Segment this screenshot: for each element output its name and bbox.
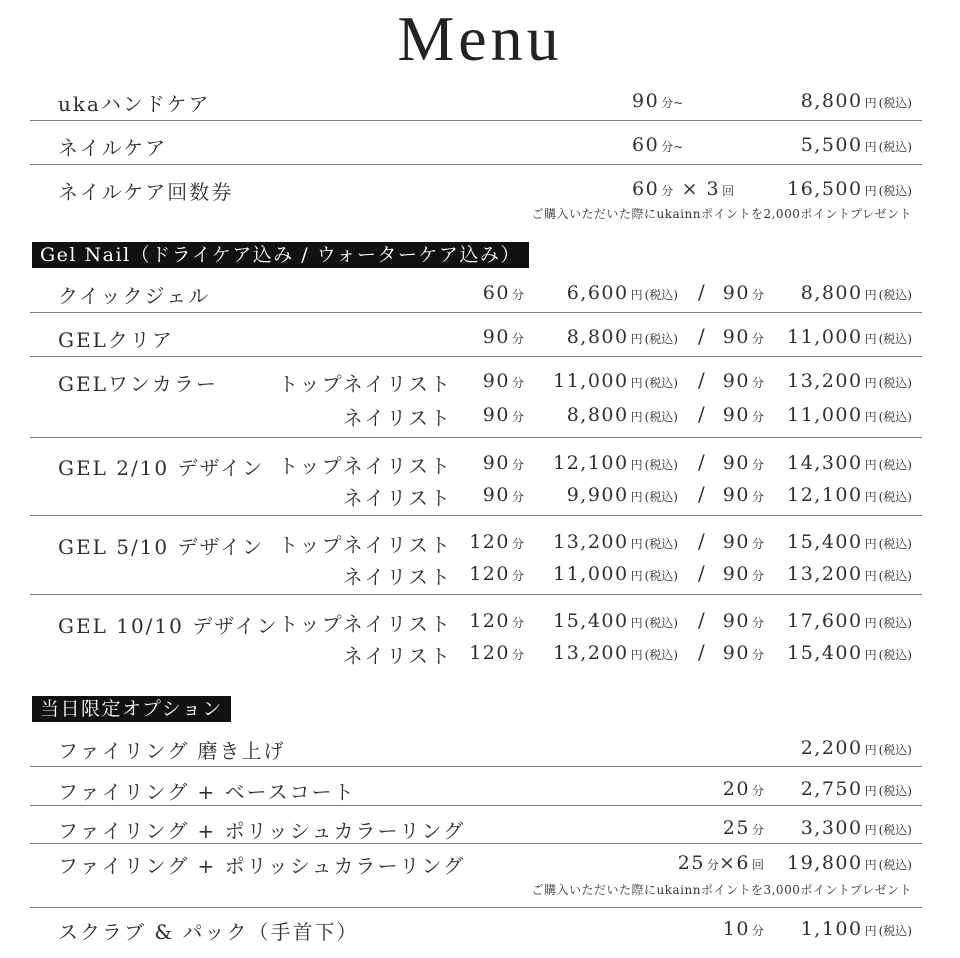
item-time: 120 分: [469, 610, 524, 632]
item-time: 90 分: [722, 484, 764, 506]
slash: /: [698, 280, 707, 304]
item-price: 13,200 円 (税込): [787, 563, 912, 585]
item-name: GEL 5/10 デザイン: [58, 535, 265, 559]
item-price: 12,100 円 (税込): [787, 484, 912, 506]
item-price: 2,200 円 (税込): [800, 737, 912, 759]
item-time: 90 分: [482, 370, 524, 392]
item-price: 17,600 円 (税込): [787, 610, 912, 632]
item-time: 90 分: [482, 326, 524, 348]
item-time: 20 分: [722, 778, 764, 800]
item-time: 25 分×6 回: [677, 852, 764, 874]
item-price: 6,600 円 (税込): [566, 282, 678, 304]
item-time: 60 分: [482, 282, 524, 304]
item-name: スクラブ & パック（手首下）: [58, 920, 359, 944]
item-price: 8,800 円 (税込): [800, 282, 912, 304]
item-price: 3,300 円 (税込): [800, 817, 912, 839]
item-name: ukaハンドケア: [58, 92, 211, 116]
item-time: 10 分: [722, 918, 764, 940]
divider: [30, 437, 922, 438]
divider: [30, 805, 922, 806]
slash: /: [698, 640, 707, 664]
slash: /: [698, 608, 707, 632]
item-price: 13,200 円 (税込): [787, 370, 912, 392]
item-price: 5,500 円 (税込): [800, 134, 912, 156]
item-time: 90 分: [722, 563, 764, 585]
staff-level: ネイリスト: [342, 644, 452, 668]
item-time: 90 分: [722, 404, 764, 426]
item-time: 90 分: [482, 484, 524, 506]
divider: [30, 907, 922, 908]
staff-level: ネイリスト: [342, 406, 452, 430]
slash: /: [698, 324, 707, 348]
item-name: GEL 10/10 デザイン: [58, 614, 279, 638]
item-time: 90 分: [722, 326, 764, 348]
item-time: 90 分: [722, 370, 764, 392]
item-price: 12,100 円 (税込): [553, 452, 678, 474]
item-time: 25 分: [722, 817, 764, 839]
item-price: 8,800 円 (税込): [566, 326, 678, 348]
item-name: ファイリング + ベースコート: [58, 780, 356, 804]
item-price: 2,750 円 (税込): [800, 778, 912, 800]
slash: /: [698, 529, 707, 553]
item-price: 16,500 円 (税込): [787, 178, 912, 200]
item-price: 11,000 円 (税込): [553, 370, 678, 392]
item-note: ご購入いただいた際にukainnポイントを3,000ポイントプレゼント: [531, 883, 912, 897]
staff-level: ネイリスト: [342, 565, 452, 589]
item-price: 11,000 円 (税込): [787, 326, 912, 348]
item-name: ファイリング 磨き上げ: [58, 739, 286, 763]
item-name: GEL 2/10 デザイン: [58, 456, 265, 480]
item-price: 8,800 円 (税込): [566, 404, 678, 426]
item-name: クイックジェル: [58, 284, 211, 308]
item-time: 90 分: [722, 531, 764, 553]
menu-title: Menu: [397, 3, 563, 74]
item-price: 11,000 円 (税込): [787, 404, 912, 426]
item-time: 60 分 × 3 回: [632, 178, 735, 200]
item-time: 90 分: [482, 452, 524, 474]
staff-level: トップネイリスト: [278, 612, 452, 636]
item-price: 15,400 円 (税込): [553, 610, 678, 632]
staff-level: トップネイリスト: [278, 454, 452, 478]
item-price: 13,200 円 (税込): [553, 531, 678, 553]
item-time: 120 分: [469, 563, 524, 585]
item-name: ファイリング + ポリッシュカラーリング: [58, 819, 466, 843]
item-price: 13,200 円 (税込): [553, 642, 678, 664]
item-time: 60 分~: [632, 134, 684, 156]
slash: /: [698, 561, 707, 585]
item-price: 19,800 円 (税込): [787, 852, 912, 874]
item-time: 90 分: [722, 642, 764, 664]
divider: [30, 120, 922, 121]
item-time: 90 分: [722, 610, 764, 632]
staff-level: トップネイリスト: [278, 372, 452, 396]
slash: /: [698, 402, 707, 426]
slash: /: [698, 482, 707, 506]
item-time: 90 分: [722, 282, 764, 304]
staff-level: トップネイリスト: [278, 533, 452, 557]
section-header-options: 当日限定オプション: [32, 696, 231, 722]
staff-level: ネイリスト: [342, 486, 452, 510]
item-time: 120 分: [469, 531, 524, 553]
item-name: ファイリング + ポリッシュカラーリング: [58, 854, 466, 878]
divider: [30, 515, 922, 516]
item-name: GELクリア: [58, 328, 174, 352]
divider: [30, 312, 922, 313]
item-price: 9,900 円 (税込): [566, 484, 678, 506]
item-time: 90 分: [482, 404, 524, 426]
item-price: 11,000 円 (税込): [553, 563, 678, 585]
divider: [30, 164, 922, 165]
section-header-gel: Gel Nail（ドライケア込み / ウォーターケア込み）: [32, 242, 529, 268]
item-time: 90 分: [722, 452, 764, 474]
divider: [30, 594, 922, 595]
item-time: 120 分: [469, 642, 524, 664]
item-price: 15,400 円 (税込): [787, 642, 912, 664]
divider: [30, 843, 922, 844]
item-name: GELワンカラー: [58, 372, 218, 396]
divider: [30, 356, 922, 357]
item-name: ネイルケア: [58, 136, 168, 160]
item-note: ご購入いただいた際にukainnポイントを2,000ポイントプレゼント: [531, 207, 912, 221]
item-price: 14,300 円 (税込): [787, 452, 912, 474]
item-time: 90 分~: [632, 90, 684, 112]
divider: [30, 766, 922, 767]
item-name: ネイルケア回数券: [58, 180, 234, 204]
slash: /: [698, 368, 707, 392]
item-price: 8,800 円 (税込): [800, 90, 912, 112]
item-price: 15,400 円 (税込): [787, 531, 912, 553]
slash: /: [698, 450, 707, 474]
item-price: 1,100 円 (税込): [800, 918, 912, 940]
